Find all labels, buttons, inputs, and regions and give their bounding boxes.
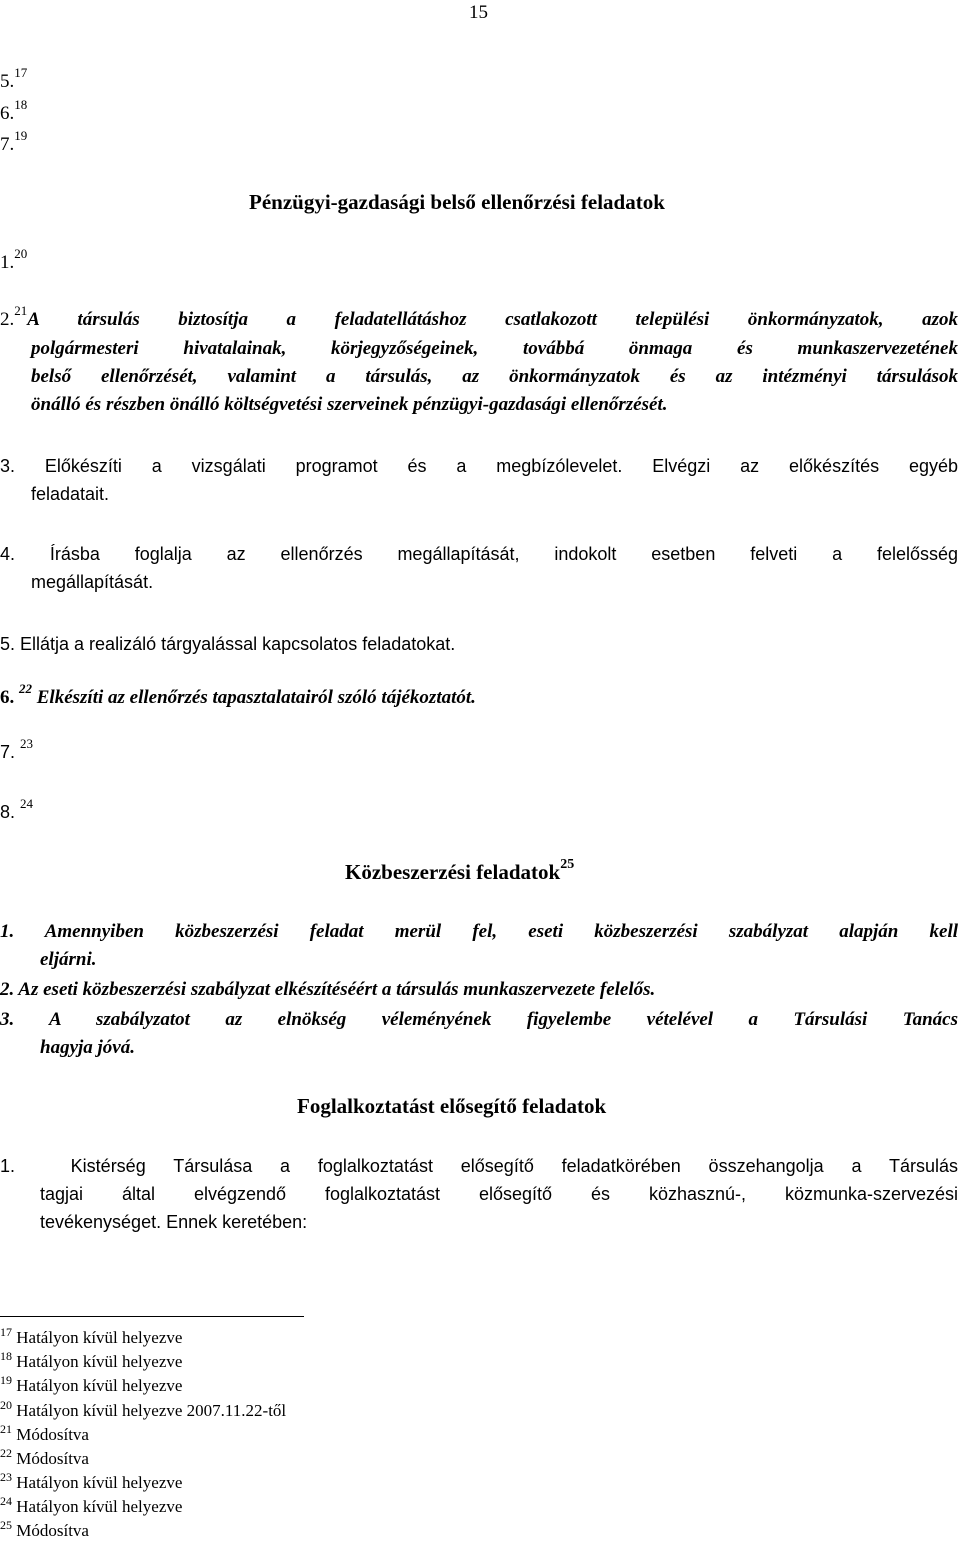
s3-item1-line-1 — [0, 1152, 958, 1180]
footnote-ref: 23 — [20, 736, 34, 751]
s2-item3-line-2: hagyja jóvá. — [40, 1037, 135, 1058]
item-number: 1. — [0, 921, 15, 942]
footnote-separator — [0, 1316, 304, 1317]
s2-item3-text: A szabályzatot az elnökség véleményének figyelembe vételével a Társulási Tanács — [48, 1009, 958, 1030]
item-number: 1. — [0, 252, 15, 273]
item2-line-2: polgármesteri hivatalainak, körjegyzőségeinek, továbbá önmaga és munkaszervezetének — [31, 338, 958, 359]
footnote-number: 20 — [0, 1398, 12, 1412]
section2-item-2 — [0, 976, 655, 1004]
footnote-ref: 24 — [20, 796, 34, 811]
section1-item-7 — [0, 736, 34, 763]
item-number: 5. — [0, 71, 15, 92]
footnote — [0, 1398, 287, 1421]
section-title-internal-audit: Pénzügyi-gazdasági belső ellenőrzési feladatok — [249, 190, 665, 214]
section-title-text: Közbeszerzési feladatok — [345, 860, 561, 884]
footnote-text: Módosítva — [16, 1449, 89, 1468]
section2-item-3 — [0, 1006, 958, 1062]
section-title-public-procurement — [345, 857, 575, 885]
item-number: 6. — [0, 103, 15, 124]
s2-item3-line-1 — [0, 1006, 958, 1034]
item-number: 2. — [0, 979, 15, 1000]
section1-item-8 — [0, 796, 34, 823]
item2-line-1 — [0, 303, 958, 335]
footnote — [0, 1446, 89, 1469]
item2-text: A társulás biztosítja a feladatellátáshoz csatlakozott települési önkormányzatok, azok — [27, 309, 958, 330]
footnote-number: 25 — [0, 1518, 12, 1532]
item3-line-2: feladatait. — [31, 484, 110, 504]
page-number: 15 — [469, 2, 488, 23]
section1-item-5: 5. Ellátja a realizáló tárgyalással kapcsolatos feladatokat. — [0, 634, 456, 654]
s3-item1-line-2: tagjai által elvégzendő foglalkoztatást elősegítő és közhasznú-, közmunka-szervezési — [40, 1184, 958, 1204]
footnote — [0, 1470, 183, 1493]
footnote — [0, 1325, 183, 1348]
footnote-number: 23 — [0, 1470, 12, 1484]
section1-item-6 — [0, 681, 476, 713]
section-title-employment: Foglalkoztatást elősegítő feladatok — [297, 1094, 607, 1118]
s2-item1-line-1 — [0, 918, 958, 946]
item-number: 3. — [0, 1009, 15, 1030]
section3-item-1 — [0, 1152, 958, 1236]
footnote-number: 17 — [0, 1325, 12, 1339]
footnote — [0, 1422, 89, 1445]
top-item-7 — [0, 128, 28, 156]
footnote-text: Módosítva — [16, 1425, 89, 1444]
footnote-number: 18 — [0, 1349, 12, 1363]
footnote-text: Hatályon kívül helyezve — [16, 1328, 183, 1347]
s3-item1-text: Kistérség Társulása a foglalkoztatást elősegítő feladatkörében összehangolja a Társulás — [70, 1156, 958, 1176]
s2-item1-line-2: eljárni. — [40, 949, 97, 970]
item-number: 7. — [0, 742, 16, 762]
item-number: 7. — [0, 134, 15, 155]
footnote-number: 22 — [0, 1446, 12, 1460]
section1-item-2 — [0, 303, 958, 419]
footnote-number: 21 — [0, 1422, 12, 1436]
footnote-ref: 21 — [14, 303, 28, 318]
footnote-text: Módosítva — [16, 1521, 89, 1540]
footnote-text: Hatályon kívül helyezve — [16, 1497, 183, 1516]
footnote-number: 24 — [0, 1494, 12, 1508]
section2-item-1 — [0, 918, 958, 974]
footnote — [0, 1518, 89, 1541]
footnote-text: Hatályon kívül helyezve 2007.11.22-től — [16, 1401, 287, 1420]
item6-text: Elkészíti az ellenőrzés tapasztalatairól szóló tájékoztatót. — [36, 687, 476, 708]
item-number: 6. — [0, 687, 15, 708]
s2-item1-text: Amennyiben közbeszerzési feladat merül fel, eseti közbeszerzési szabályzat alapján kell — [44, 921, 959, 942]
footnote-ref: 17 — [14, 65, 28, 80]
footnote — [0, 1494, 183, 1517]
top-item-6 — [0, 97, 28, 125]
footnote — [0, 1373, 183, 1396]
item4-line-1: 4. Írásba foglalja az ellenőrzés megállapítását, indokolt esetben felveti a felelősség — [0, 544, 958, 564]
s3-item1-line-3: tevékenységet. Ennek keretében: — [40, 1212, 308, 1232]
item-number: 8. — [0, 802, 16, 822]
footnote-ref: 20 — [14, 246, 28, 261]
top-item-5 — [0, 65, 28, 93]
s2-item2-text: Az eseti közbeszerzési szabályzat elkészítéséért a társulás munkaszervezete felelős. — [18, 979, 656, 1000]
section1-item-4 — [0, 540, 958, 596]
footnote-text: Hatályon kívül helyezve — [16, 1376, 183, 1395]
footnote-text: Hatályon kívül helyezve — [16, 1473, 183, 1492]
item3-line-1: 3. Előkészíti a vizsgálati programot és a megbízólevelet. Elvégzi az előkészítés egyéb — [0, 456, 958, 476]
section1-item-3 — [0, 452, 958, 508]
footnote-ref: 25 — [560, 857, 575, 872]
item2-line-3: belső ellenőrzését, valamint a társulás, az önkormányzatok és az intézményi társulások — [31, 366, 958, 387]
footnote — [0, 1349, 183, 1372]
footnote-ref: 22 — [19, 681, 32, 696]
footnote-ref: 19 — [14, 128, 28, 143]
item2-line-4: önálló és részben önálló költségvetési szerveinek pénzügyi-gazdasági ellenőrzését. — [31, 394, 668, 415]
footnote-ref: 18 — [14, 97, 28, 112]
item-number: 1. — [0, 1156, 16, 1176]
item4-line-2: megállapítását. — [31, 572, 154, 592]
section1-item-1 — [0, 246, 28, 274]
footnote-text: Hatályon kívül helyezve — [16, 1352, 183, 1371]
footnote-number: 19 — [0, 1373, 12, 1387]
item-number: 2. — [0, 309, 15, 330]
